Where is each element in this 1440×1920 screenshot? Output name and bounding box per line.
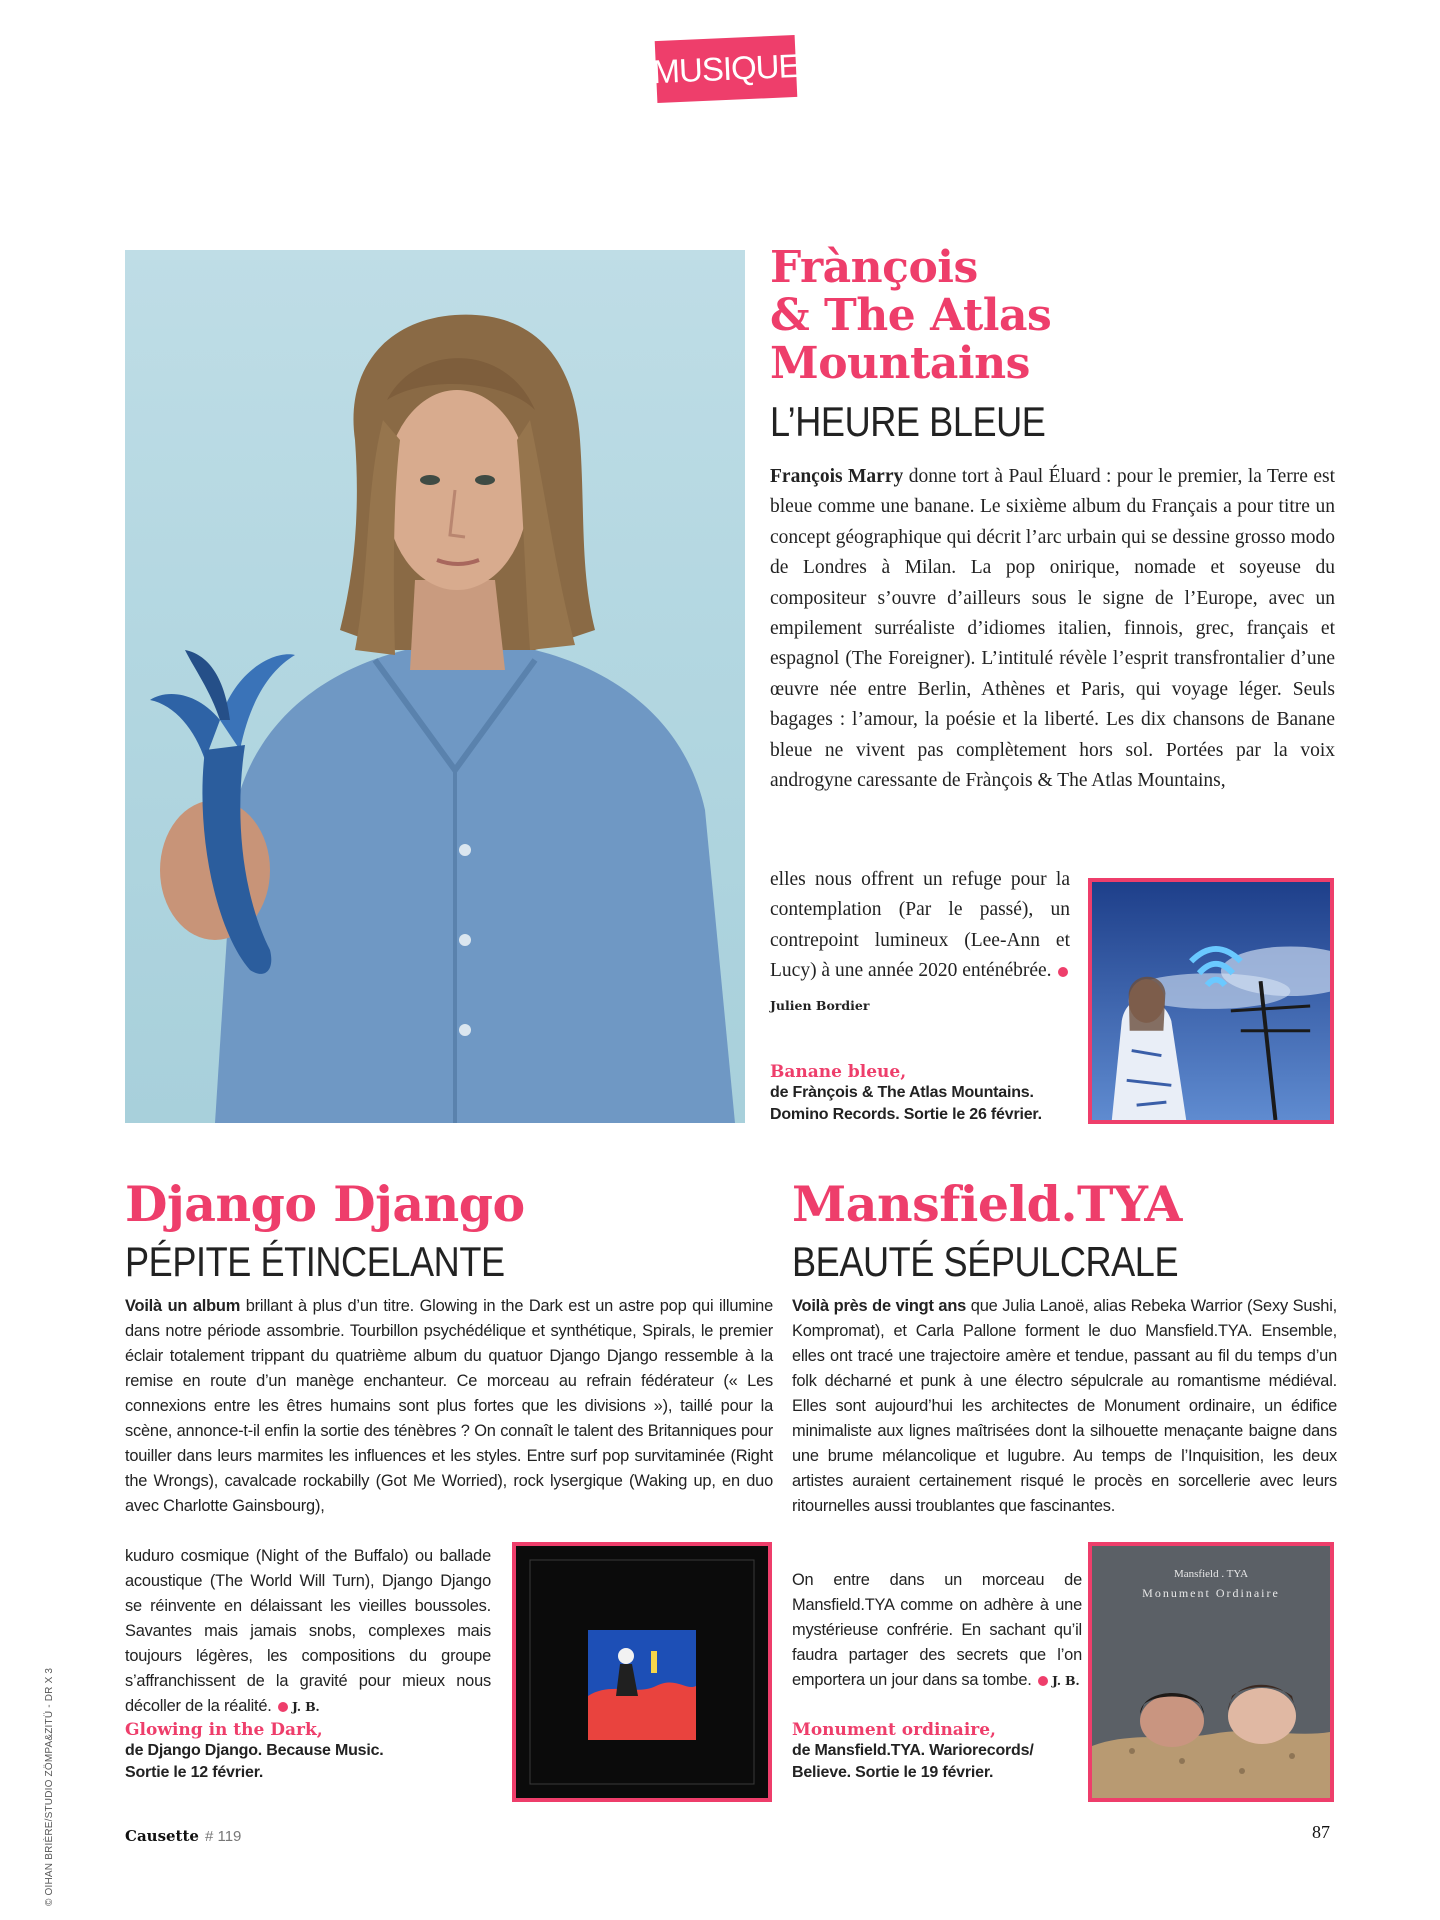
review1-signature: Julien Bordier	[770, 997, 870, 1013]
review1-lead: François Marry	[770, 466, 904, 487]
end-mark-icon	[278, 1702, 288, 1712]
artist-title-line: & The Atlas	[770, 290, 1052, 341]
cover-band-name: Mansfield . TYA	[1173, 1568, 1249, 1580]
review1-album-title: Banane bleue,	[770, 1062, 907, 1082]
review3-body-text: que Julia Lanoë, alias Rebeka Warrior (Sexy Sushi, Kompromat), et Carla Pallone forment le duo Mansfield.TYA. Ensemble, elles ont tracé une trajectoire amère et tendue, passant au fil du temps d’un folk décharné et punk à une électro sépulcrale au romantisme médiéval. Elles sont aujourd’hui les architectes de Monument ordinaire, un édifice minimaliste aux lignes maîtrisées dont la silhouette menaçante baigne dans une brume mélancolique et lugubre. Au temps de l’Inquisition, les deux artistes auraient certainement risqué le procès en sorcellerie avec leurs ritournelles aussi troublantes que fascinantes.	[792, 1297, 1337, 1515]
review3-body-narrow-text: On entre dans un morceau de Mansfield.TYA comme on adhère à une mystérieuse confrérie. En sachant qu’il faudra partager des secrets que l’on emportera un jour dans sa tombe.	[792, 1571, 1082, 1689]
end-mark-icon	[1038, 1676, 1048, 1686]
end-mark-icon	[1058, 967, 1068, 977]
review3-album-cover	[1088, 1542, 1334, 1802]
review3-body-narrow	[792, 1568, 1082, 1693]
review3-lead: Voilà près de vingt ans	[792, 1297, 967, 1315]
review1-body-narrow-text: elles nous offrent un refuge pour la contemplation (Par le passé), un contrepoint lumineux (Lee-Ann et Lucy) à une année 2020 enténébrée.	[770, 869, 1070, 982]
artist-portrait-photo	[125, 250, 745, 1123]
review3-artist-title: Mansfield.TYA	[792, 1175, 1182, 1233]
section-label: MUSIQUE	[655, 35, 798, 103]
review1-album-cover	[1088, 878, 1334, 1124]
review1-credit-line: Domino Records. Sortie le 26 février.	[770, 1106, 1042, 1123]
review3-credit-line: Believe. Sortie le 19 février.	[792, 1764, 994, 1781]
artist-title-line: Frànçois	[770, 242, 978, 293]
review1-body-text: donne tort à Paul Éluard : pour le premier, la Terre est bleue comme une banane. Le sixième album du Français a pour titre un concept géographique qui décrit l’arc urbain qui se dessine grosso modo de Londres à Milan. La pop onirique, nomade et soyeuse du compositeur s’ouvre d’ailleurs sous le signe de l’Europe, avec un empilement surréaliste d’idiomes italien, finnois, grec, français et espagnol (The Foreigner). L’intitulé révèle l’esprit transfrontalier d’une œuvre née entre Berlin, Athènes et Paris, qui voyage léger. Seuls bagages : l’amour, la poésie et la liberté. Les dix chansons de Banane bleue ne vivent pas complètement hors sol. Portées par la voix androgyne caressante de Frànçois & The Atlas Mountains,	[770, 466, 1335, 792]
page-number: 87	[1312, 1822, 1330, 1842]
review1-tagline: L’HEURE BLEUE	[770, 398, 1046, 445]
magazine-name	[125, 1827, 241, 1845]
review3-signature: J. B.	[1051, 1673, 1080, 1688]
review1-artist-title	[770, 244, 1051, 388]
review2-credit-line: de Django Django. Because Music.	[125, 1742, 384, 1759]
photo-credit: © OIHAN BRIÈRE/STUDIO ZÖMPA&ZITÜ - DR X 3	[44, 1667, 55, 1906]
issue-number: # 119	[204, 1828, 242, 1845]
review2-lead: Voilà un album	[125, 1297, 241, 1315]
artist-title-line: Mountains	[770, 338, 1030, 389]
review3-album-title: Monument ordinaire,	[792, 1720, 996, 1740]
cover-album-title: Monument Ordinaire	[1142, 1586, 1280, 1600]
review3-tagline: BEAUTÉ SÉPULCRALE	[792, 1238, 1179, 1285]
review3-body	[792, 1294, 1337, 1519]
review2-album-title: Glowing in the Dark,	[125, 1720, 323, 1740]
magazine-title: Causette	[125, 1827, 199, 1845]
review2-tagline: PÉPITE ÉTINCELANTE	[125, 1238, 505, 1285]
review2-body	[125, 1294, 773, 1519]
review1-credit-line: de Frànçois & The Atlas Mountains.	[770, 1084, 1034, 1101]
review2-body-text: brillant à plus d’un titre. Glowing in the Dark est un astre pop qui illumine dans notre période assombrie. Tourbillon psychédélique et synthétique, Spirals, le premier éclair totalement trippant du quatrième album du quatuor Django Django ressemble à la remise en route d’un manège enchanteur. Ce morceau au refrain fédérateur (« Les connexions entre les êtres humains sont plus fortes que les divisions »), taillé pour la scène, annonce-t-il enfin la sortie des ténèbres ? On connaît le talent des Britanniques pour touiller dans leurs marmites les influences et les styles. Entre surf pop survitaminée (Right the Wrongs), cavalcade rockabilly (Got Me Worried), rock lysergique (Waking up, en duo avec Charlotte Gainsbourg),	[125, 1297, 773, 1515]
review3-credit-line: de Mansfield.TYA. Wariorecords/	[792, 1742, 1034, 1759]
review2-artist-title: Django Django	[125, 1175, 525, 1233]
review2-album-cover	[512, 1542, 772, 1802]
review2-body-narrow	[125, 1544, 491, 1719]
review2-credit-line: Sortie le 12 février.	[125, 1764, 264, 1781]
review2-body-narrow-text: kuduro cosmique (Night of the Buffalo) ou ballade acoustique (The World Will Turn), Django Django se réinvente en délaissant les vieilles boussoles. Savantes mais jamais snobs, complexes mais toujours légères, les compositions du groupe s’affranchissent de la gravité pour mieux nous décoller de la réalité.	[125, 1547, 491, 1715]
review2-signature: J. B.	[292, 1699, 320, 1714]
review1-body-narrow	[770, 865, 1070, 1021]
review1-body	[770, 462, 1335, 796]
